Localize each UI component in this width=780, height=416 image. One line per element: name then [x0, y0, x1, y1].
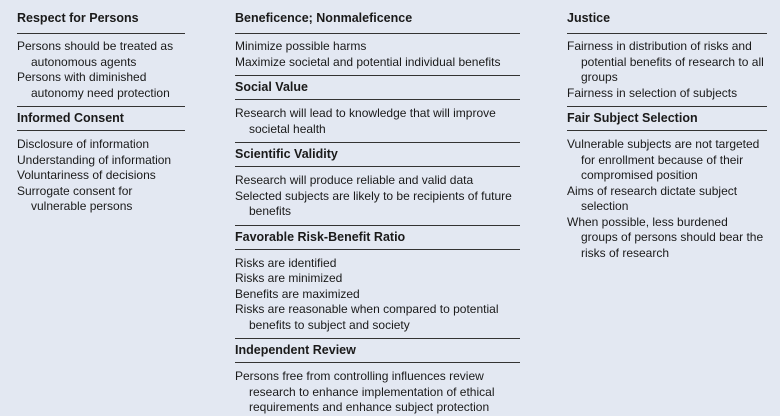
list-item: Understanding of information — [17, 152, 172, 167]
section-heading: Social Value — [235, 75, 520, 100]
list-item: When possible, less burdened groups of persons should bear the risks of research — [567, 214, 764, 260]
principle-list — [235, 39, 520, 70]
divider — [567, 33, 767, 34]
list-item: Research will produce reliable and valid data — [235, 173, 474, 187]
section-list — [567, 137, 767, 261]
list-item: Research will lead to knowledge that will improve societal health — [235, 106, 496, 136]
section-list — [17, 137, 185, 215]
section-heading: Informed Consent — [17, 106, 185, 131]
section-heading: Independent Review — [235, 338, 520, 363]
list-item: Maximize societal and potential individual benefits — [235, 54, 501, 69]
list-item: Persons free from controlling influences review research to enhance implementation of ethical requirements and enhance subject protection — [235, 369, 495, 414]
principle-list — [17, 39, 185, 101]
list-item: Fairness in selection of subjects — [567, 85, 738, 100]
list-item: Risks are minimized — [235, 271, 343, 285]
section-list — [235, 256, 520, 334]
column-beneficence-nonmaleficence — [235, 0, 520, 416]
section-heading: Fair Subject Selection — [567, 106, 767, 131]
list-item: Risks are reasonable when compared to potential benefits to subject and society — [235, 302, 499, 332]
section-list — [235, 173, 520, 220]
column-justice — [567, 0, 767, 261]
divider — [17, 33, 185, 34]
list-item: Persons should be treated as autonomous agents — [17, 39, 174, 69]
list-item: Vulnerable subjects are not targeted for enrollment because of their compromised position — [567, 137, 760, 182]
list-item: Benefits are maximized — [235, 286, 360, 301]
section-list — [235, 369, 520, 416]
principle-list — [567, 39, 767, 101]
list-item: Surrogate consent for vulnerable persons — [17, 183, 133, 213]
list-item: Minimize possible harms — [235, 39, 367, 53]
list-item: Persons with diminished autonomy need protection — [17, 70, 170, 100]
list-item: Voluntariness of decisions — [17, 168, 156, 182]
list-item: Fairness in distribution of risks and potential benefits of research to all groups — [567, 39, 764, 84]
column-title: Beneficence; Nonmaleficence — [235, 11, 413, 25]
section-list — [235, 106, 520, 137]
column-title: Respect for Persons — [17, 11, 139, 25]
divider — [235, 33, 520, 34]
column-respect-for-persons — [17, 0, 185, 215]
section-heading: Favorable Risk-Benefit Ratio — [235, 225, 520, 250]
list-item: Aims of research dictate subject selection — [567, 183, 738, 213]
list-item: Disclosure of information — [17, 137, 150, 151]
column-title: Justice — [567, 11, 611, 25]
list-item: Risks are identified — [235, 255, 337, 270]
list-item: Selected subjects are likely to be recipients of future benefits — [235, 188, 512, 218]
section-heading: Scientific Validity — [235, 142, 520, 167]
